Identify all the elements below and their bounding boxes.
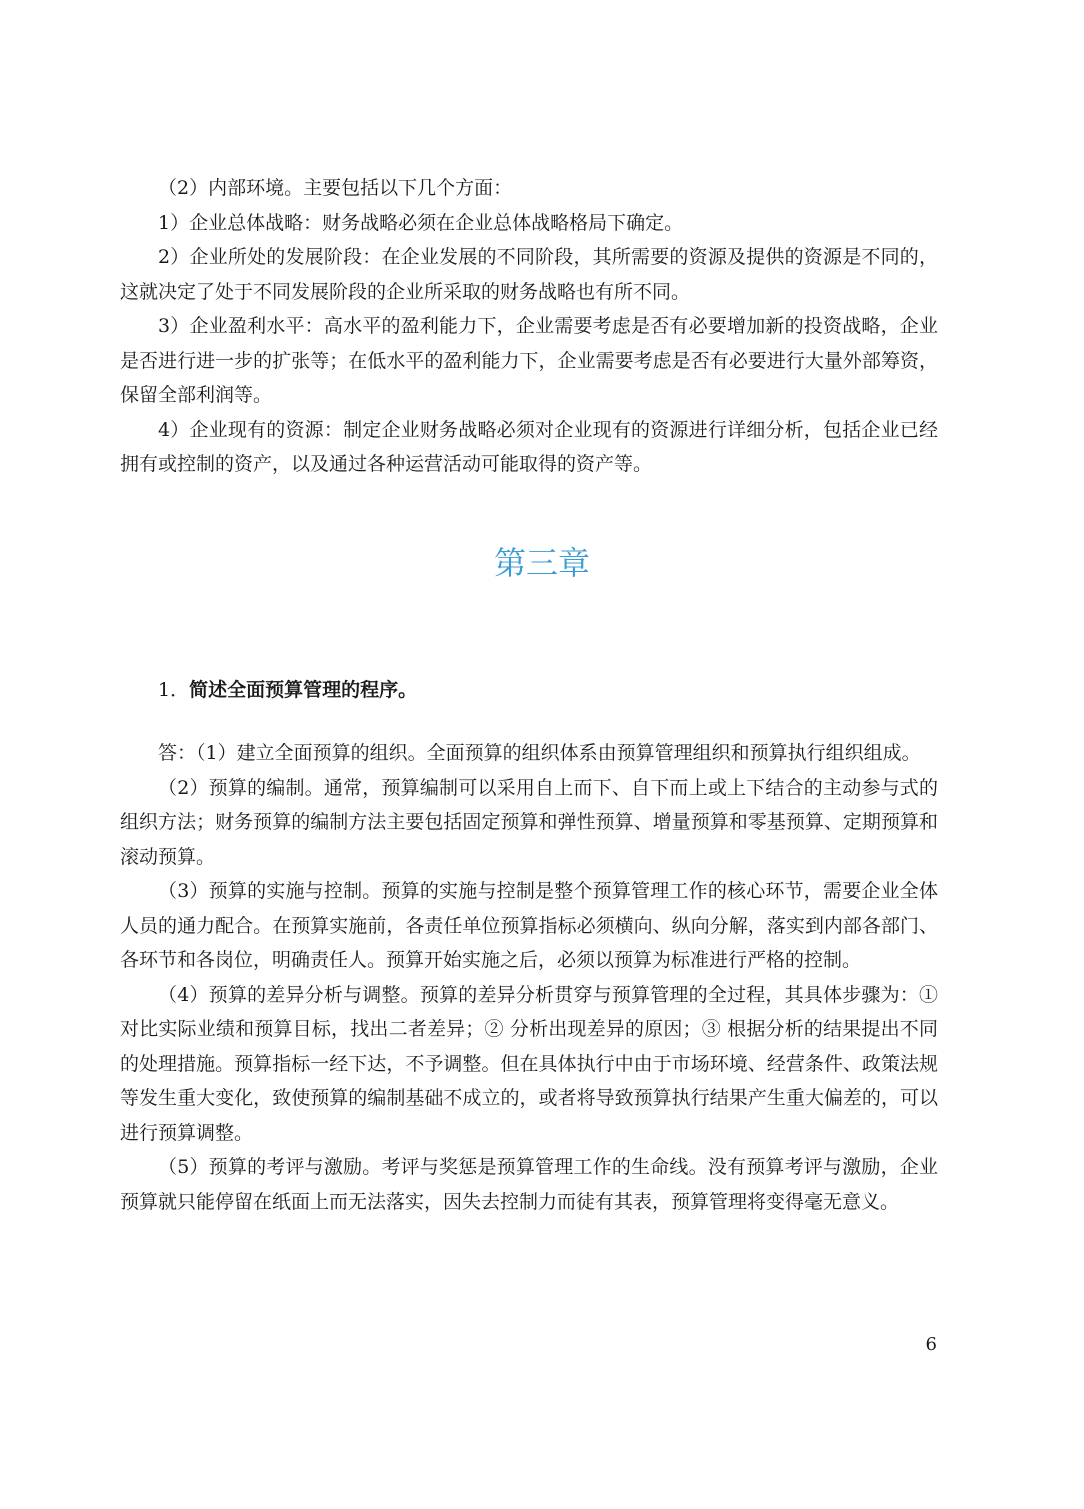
paragraph: 答：（1）建立全面预算的组织。全面预算的组织体系由预算管理组织和预算执行组织组成。 bbox=[158, 742, 921, 764]
paragraph: （2）预算的编制。通常，预算编制可以采用自上而下、自下而上或上下结合的主动参与式的组织方法；财务预算的编制方法主要包括固定预算和弹性预算、增量预算和零基预算、定期预算和滚动预算。 bbox=[120, 776, 938, 868]
question-heading bbox=[120, 673, 938, 707]
question-number: 1． bbox=[158, 679, 190, 701]
paragraph: 4）企业现有的资源：制定企业财务战略必须对企业现有的资源进行详细分析，包括企业已经拥有或控制的资产，以及通过各种运营活动可能取得的资产等。 bbox=[120, 418, 938, 475]
paragraph: 1）企业总体战略：财务战略必须在企业总体战略格局下确定。 bbox=[158, 211, 684, 234]
paragraph: 2）企业所处的发展阶段：在企业发展的不同阶段，其所需要的资源及提供的资源是不同的，这就决定了处于不同发展阶段的企业所采取的财务战略也有所不同。 bbox=[120, 246, 938, 303]
answer-section bbox=[120, 736, 938, 1219]
paragraph: （3）预算的实施与控制。预算的实施与控制是整个预算管理工作的核心环节，需要企业全体人员的通力配合。在预算实施前，各责任单位预算指标必须横向、纵向分解，落实到内部各部门、各环节和各岗位，明确责任人。预算开始实施之后，必须以预算为标准进行严格的控制。 bbox=[120, 880, 938, 971]
paragraph: （2）内部环境。主要包括以下几个方面： bbox=[158, 177, 513, 199]
paragraph: 3）企业盈利水平：高水平的盈利能力下，企业需要考虑是否有必要增加新的投资战略，企业是否进行进一步的扩张等；在低水平的盈利能力下，企业需要考虑是否有必要进行大量外部筹资，保留全部利润等。 bbox=[120, 315, 938, 406]
paragraph: （4）预算的差异分析与调整。预算的差异分析贯穿与预算管理的全过程，其具体步骤为：① 对比实际业绩和预算目标，找出二者差异；② 分析出现差异的原因；③ 根据分析的结果提出不同的处理措施。预算指标一经下达，不予调整。但在具体执行中由于市场环境、经营条件、政策法规等发生重大变化，致使预算的编制基础不成立的，或者将导致预算执行结果产生重大偏差的，可以进行预算调整。 bbox=[120, 983, 938, 1144]
internal-environment-section bbox=[120, 171, 938, 482]
paragraph: （5）预算的考评与激励。考评与奖惩是预算管理工作的生命线。没有预算考评与激励，企业预算就只能停留在纸面上而无法落实，因失去控制力而徒有其表，预算管理将变得毫无意义。 bbox=[120, 1156, 938, 1213]
page-number: 6 bbox=[925, 1334, 937, 1355]
question-text: 简述全面预算管理的程序。 bbox=[189, 679, 418, 701]
chapter-title: 第三章 bbox=[493, 544, 590, 582]
